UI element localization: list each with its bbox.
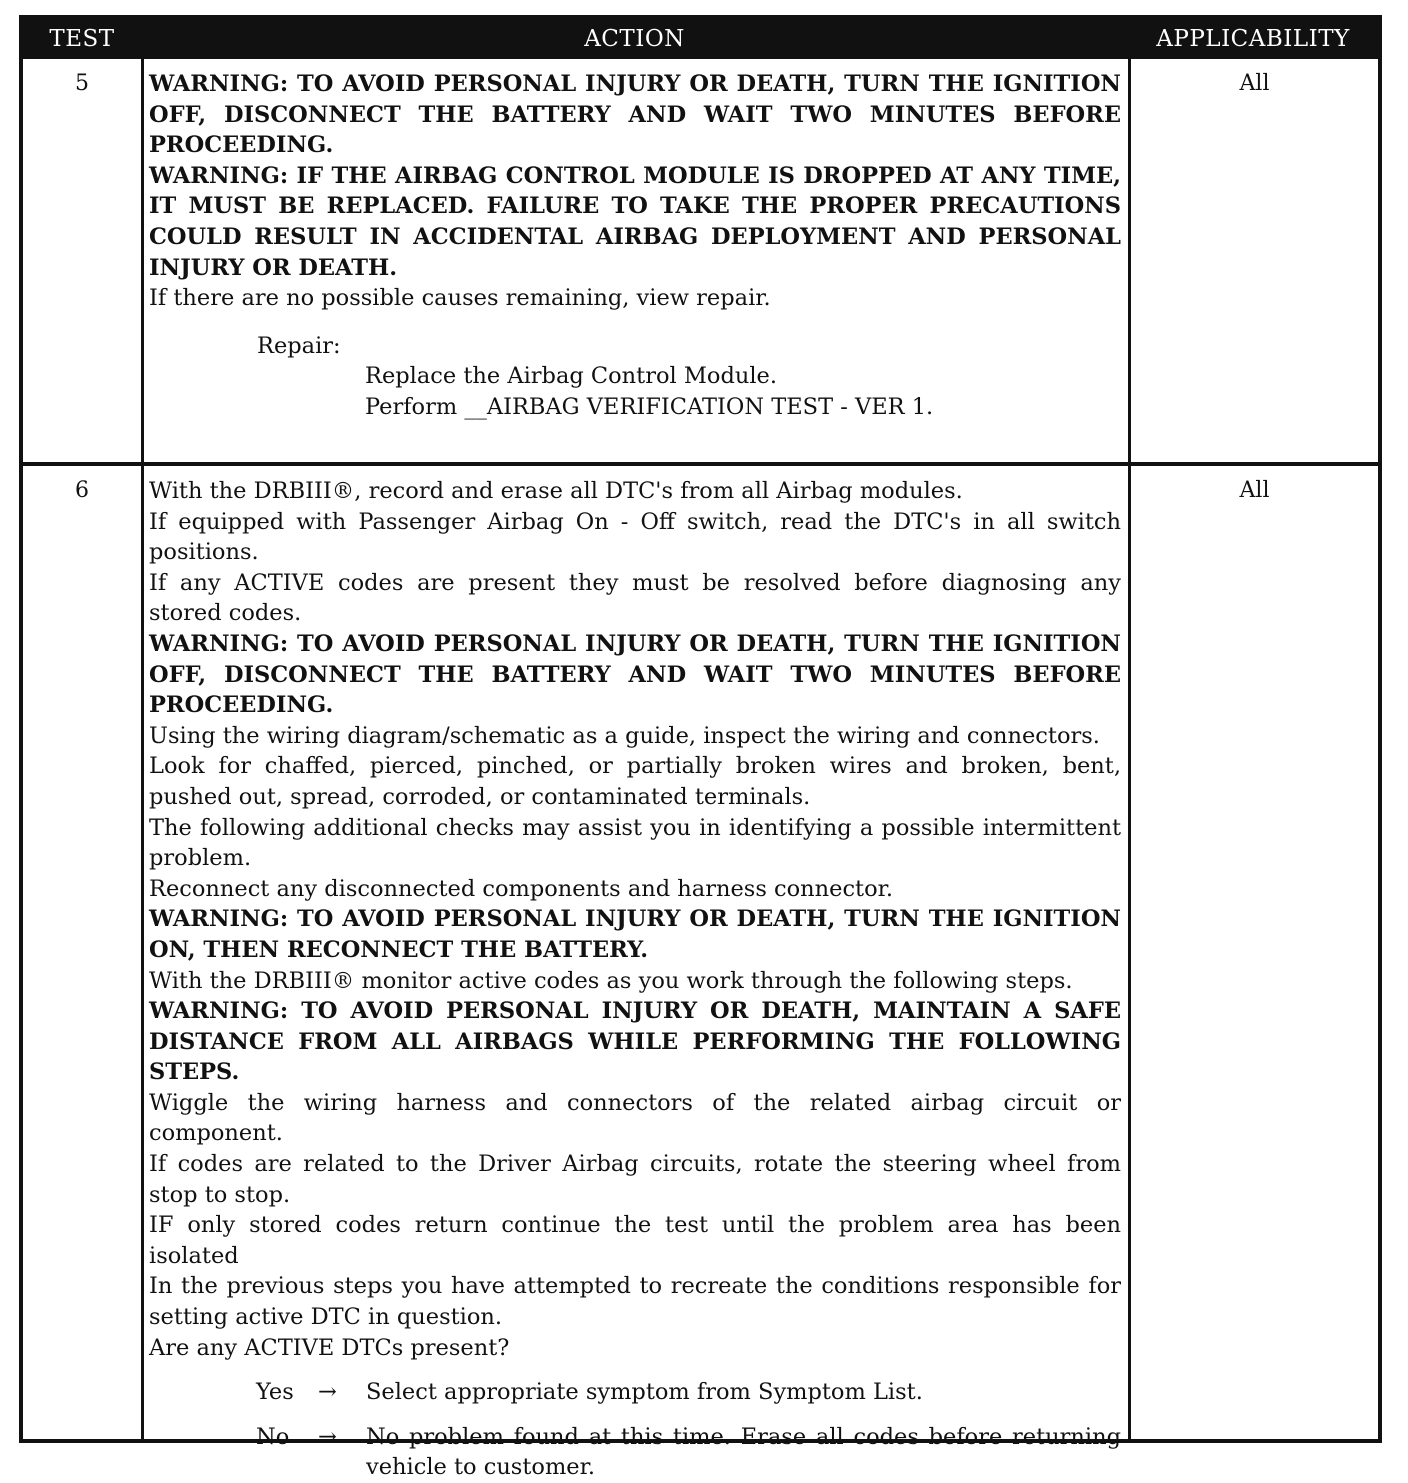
instruction-text: If any ACTIVE codes are present they must be resolved before diagnosing any stored codes. [149,569,1121,627]
repair-step: Replace the Airbag Control Module. [365,363,777,390]
instruction-text: With the DRBIII® monitor active codes as you work through the following steps. [149,967,1073,994]
question-text: Are any ACTIVE DTCs present? [149,1334,510,1361]
table-row-test-6 [23,466,1378,1481]
applicability-value: All [1239,71,1270,96]
table-row-test-5 [23,59,1378,462]
header-test: TEST [49,26,115,52]
option-key: Yes [256,1379,294,1406]
warning-text: WARNING: TO AVOID PERSONAL INJURY OR DEATH, MAINTAIN A SAFE DISTANCE FROM ALL AIRBAGS WHILE PERFORMING THE FOLLOWING STEPS. [149,998,1121,1086]
instruction-text: Look for chaffed, pierced, pinched, or partially broken wires and broken, bent, pushed out, spread, corroded, or contaminated terminals. [149,753,1121,810]
right-arrow-icon: → [318,1379,337,1406]
instruction-text: If codes are related to the Driver Airbag circuits, rotate the steering wheel from stop to stop. [149,1151,1121,1208]
warning-text: WARNING: TO AVOID PERSONAL INJURY OR DEATH, TURN THE IGNITION OFF, DISCONNECT THE BATTERY AND WAIT TWO MINUTES BEFORE PROCEEDING. [149,71,1121,159]
instruction-text: Reconnect any disconnected components and harness connector. [149,875,894,902]
warning-text: WARNING: TO AVOID PERSONAL INJURY OR DEATH, TURN THE IGNITION ON, THEN RECONNECT THE BATTERY. [149,906,1121,963]
instruction-text: With the DRBIII®, record and erase all DTC's from all Airbag modules. [149,478,963,504]
diagnostic-table [19,15,1382,1481]
answer-options [149,1377,1121,1483]
test-number: 5 [75,71,89,96]
test-number: 6 [75,478,89,503]
instruction-text: The following additional checks may assist you in identifying a possible intermittent problem. [149,814,1121,872]
option-key: No [256,1423,290,1450]
instruction-text: If equipped with Passenger Airbag On - Off switch, read the DTC's in all switch positions. [149,508,1121,566]
repair-label: Repair: [257,332,341,359]
option-text: Select appropriate symptom from Symptom List. [366,1379,923,1406]
instruction-text: Using the wiring diagram/schematic as a guide, inspect the wiring and connectors. [149,722,1100,749]
repair-block [149,331,1121,423]
instruction-text: Wiggle the wiring harness and connectors of the related airbag circuit or component. [149,1089,1121,1147]
right-arrow-icon: → [318,1423,337,1450]
option-yes [149,1377,1121,1408]
repair-step: Perform __AIRBAG VERIFICATION TEST - VER 1. [365,393,934,420]
warning-text: WARNING: TO AVOID PERSONAL INJURY OR DEATH, TURN THE IGNITION OFF, DISCONNECT THE BATTERY AND WAIT TWO MINUTES BEFORE PROCEEDING. [149,630,1121,719]
option-no [149,1422,1121,1483]
table-header [23,19,1378,59]
header-action: ACTION [584,26,685,52]
instruction-text: If there are no possible causes remaining, view repair. [149,285,771,312]
option-text: No problem found at this time. Erase all codes before returning vehicle to customer. [366,1423,1121,1481]
instruction-text: In the previous steps you have attempted to recreate the conditions responsible for setting active DTC in question. [149,1273,1121,1331]
instruction-text: IF only stored codes return continue the test until the problem area has been isolated [149,1212,1121,1269]
header-applicability: APPLICABILITY [1156,26,1350,52]
action-cell [149,476,1121,1483]
action-cell [149,69,1121,423]
warning-text: WARNING: IF THE AIRBAG CONTROL MODULE IS DROPPED AT ANY TIME, IT MUST BE REPLACED. FAILURE TO TAKE THE PROPER PRECAUTIONS COULD RESULT IN ACCIDENTAL AIRBAG DEPLOYMENT AND PERSONAL INJURY OR DEATH. [149,162,1121,281]
applicability-value: All [1239,478,1270,503]
